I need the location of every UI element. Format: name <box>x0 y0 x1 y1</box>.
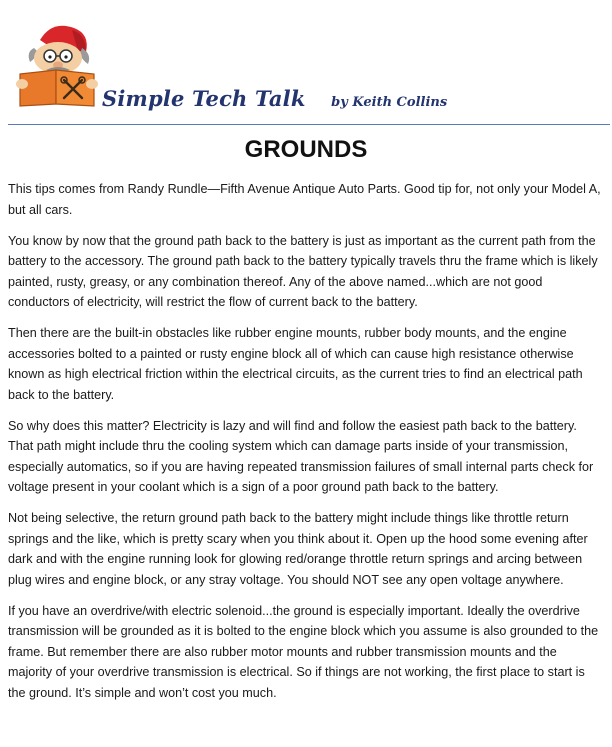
header-divider <box>8 124 610 125</box>
paragraph: This tips comes from Randy Rundle—Fifth Avenue Antique Auto Parts. Good tip for, not only your Model A, but all cars. <box>8 182 601 217</box>
masthead-author: by Keith Collins <box>331 95 448 110</box>
paragraph: If you have an overdrive/with electric solenoid...the ground is especially important. Ideally the overdrive transmission will be grounded as it is bolted to the engine block which you assume is also grounded to the frame. But remember there are also rubber motor mounts and rubber transmission mounts and the majority of your overdrive transmission is electrical. So if things are not working, the first place to start is the ground. It’s simple and won’t cost you much. <box>8 603 599 700</box>
paragraph: You know by now that the ground path back to the battery is just as important as the current path from the battery to the accessory. The ground path back to the battery typically travels thru the frame which is likely painted, rusty, greasy, or any combination thereof. Any of the above named...which are not good conductors of electricity, will restrict the flow of current back to the battery. <box>8 233 598 309</box>
article-body <box>8 179 604 714</box>
article-heading: GROUNDS <box>244 136 368 163</box>
paragraph: Then there are the built-in obstacles like rubber engine mounts, rubber body mounts, and the engine accessories bolted to a painted or rusty engine block all of which can cause high resistance otherwise known as high electrical friction within the electrical circuits, as the current tries to find an electrical path back to the battery. <box>8 326 583 402</box>
masthead <box>102 86 447 111</box>
masthead-title: Simple Tech Talk <box>102 86 306 111</box>
paragraph: So why does this matter? Electricity is lazy and will find and follow the easiest path back to the battery. That path might include thru the cooling system which can damage parts inside of your transmission, especially automatics, so if you are having repeated transmission failures of small internal parts check for voltage present in your coolant which is a sign of a poor ground path back to the battery. <box>8 418 594 494</box>
paragraph: Not being selective, the return ground path back to the battery might include things like throttle return springs and the like, which is pretty scary when you think about it. Open up the hood some evening after dark and with the engine running look for glowing red/orange throttle return springs and arcing between plug wires and engine block, or any stray voltage. You should NOT see any open voltage anywhere. <box>8 511 588 587</box>
mechanic-mascot-logo <box>12 18 102 108</box>
